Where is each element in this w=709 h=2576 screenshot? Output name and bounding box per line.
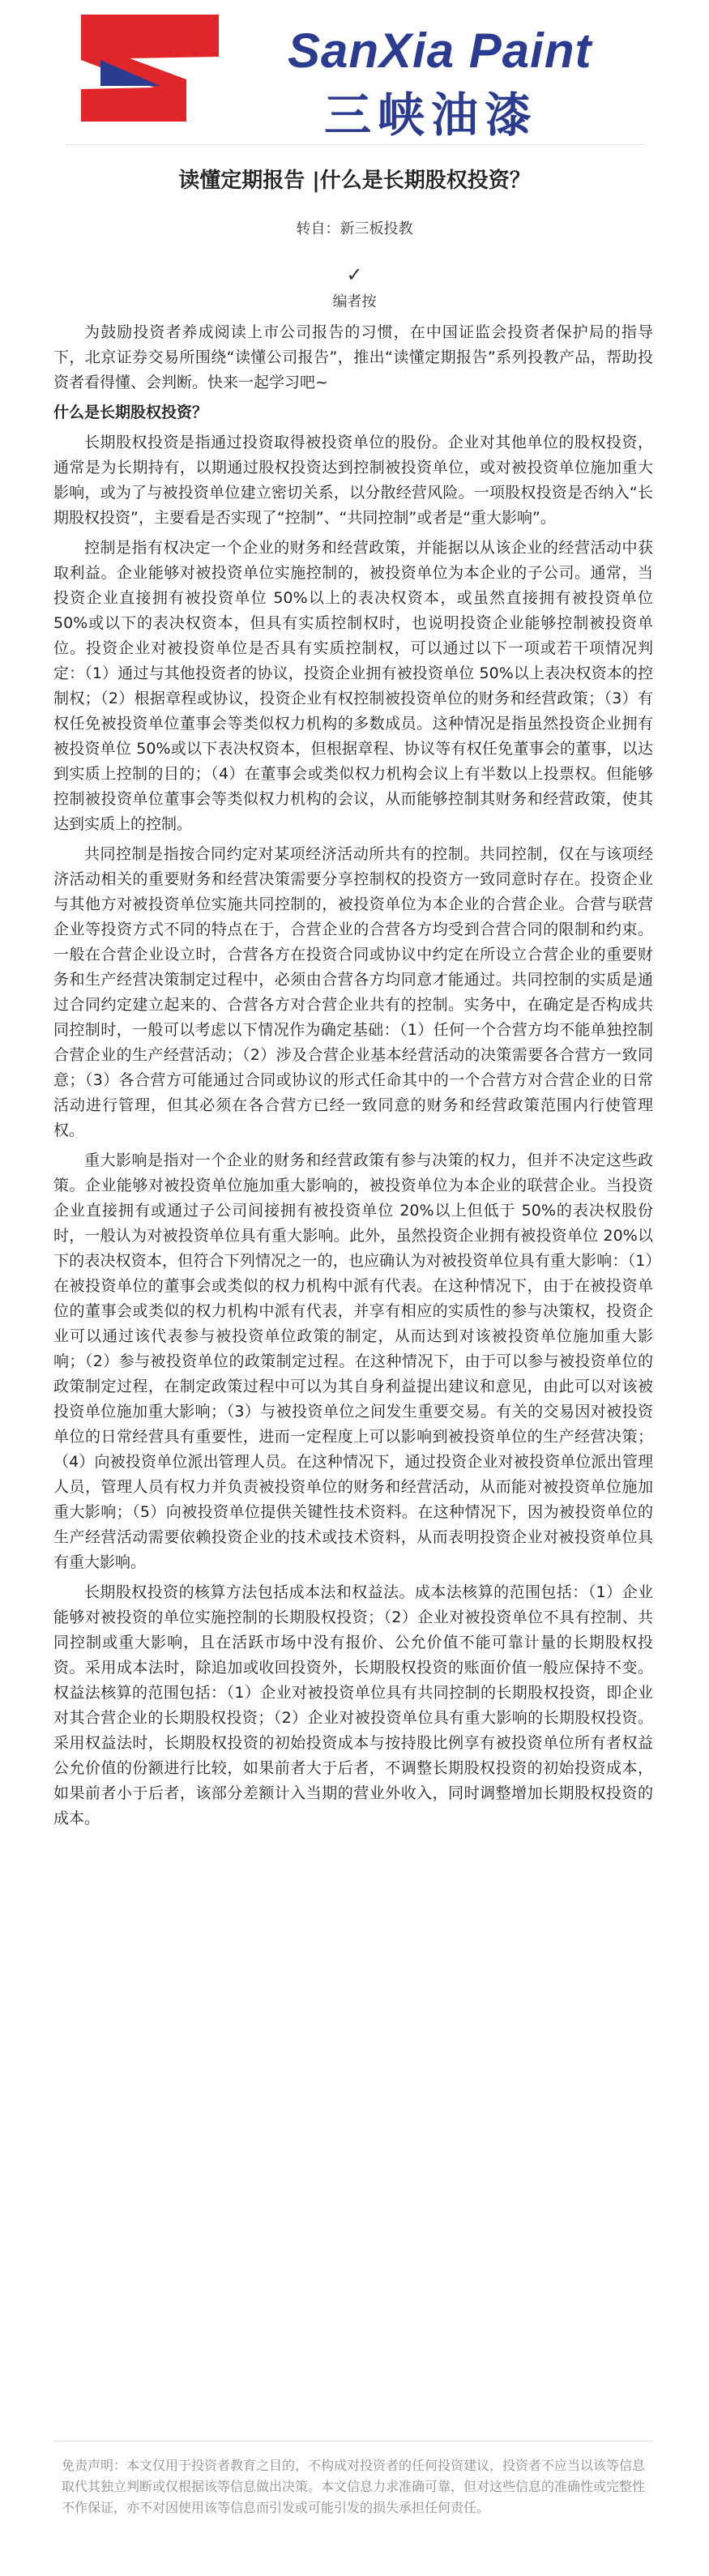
body-paragraph: 共同控制是指按合同约定对某项经济活动所共有的控制。共同控制，仅在与该项经济活动相关的重要财务和经营决策需要分享控制权的投资方一致同意时存在。投资企业与其他方对被投资单位实施共同控制的，被投资单位为本企业的合营企业。合营与联营企业等投资方式不同的特点在于，合营企业的合营各方均受到合营合同的限制和约束。一般在合营企业设立时，合营各方在投资合同或协议中约定在所设立合营企业的重要财务和生产经营决策制定过程中，必须由合营各方均同意才能通过。共同控制的实质是通过合同约定建立起来的、合营各方对合营企业共有的控制。实务中，在确定是否构成共同控制时，一般可以考虑以下情况作为确定基础：（1）任何一个合营方均不能单独控制合营企业的生产经营活动；（2）涉及合营企业基本经营活动的决策需要各合营方一致同意；（3）各合营方可能通过合同或协议的形式任命其中的一个合营方对合营企业的日常活动进行管理，但其必须在各合营方已经一致同意的财务和经营政策范围内行使管理权。 — [53, 845, 653, 1139]
article-source: 转自：新三板投教 — [296, 220, 413, 237]
body-paragraph: 重大影响是指对一个企业的财务和经营政策有参与决策的权力，但并不决定这些政策。企业能够对被投资单位施加重大影响的，被投资单位为本企业的联营企业。当投资企业直接拥有或通过子公司间接拥有被投资单位 20%以上但低于 50%的表决权股份时，一般认为对被投资单位具有重大影响。此外，虽然投资企业拥有被投资单位 20%以下的表决权资本，但符合下列情况之一的，也应确认为对被投资单位具有重大影响：（1）在被投资单位的董事会或类似的权力机构中派有代表。在这种情况下，由于在被投资单位的董事会或类似的权力机构中派有代表，并享有相应的实质性的参与决策权，投资企业可以通过该代表参与被投资单位政策的制定，从而达到对该被投资单位施加重大影响；（2）参与被投资单位的政策制定过程。在这种情况下，由于可以参与被投资单位的政策制定过程，在制定政策过程中可以为其自身利益提出建议和意见，由此可以对该被投资单位施加重大影响；（3）与被投资单位之间发生重要交易。有关的交易因对被投资单位的日常经营具有重要性，进而一定程度上可以影响到被投资单位的生产经营决策；（4）向被投资单位派出管理人员。在这种情况下，通过投资企业对被投资单位派出管理人员，管理人员有权力并负责被投资单位的财务和经营活动，从而能对被投资单位施加重大影响；（5）向被投资单位提供关键性技术资料。在这种情况下，因为被投资单位的生产经营活动需要依赖投资企业的技术或技术资料，从而表明投资企业对被投资单位具有重大影响。 — [53, 1151, 653, 1571]
header-divider — [65, 144, 644, 145]
body-paragraph: 控制是指有权决定一个企业的财务和经营政策，并能据以从该企业的经营活动中获取利益。企业能够对被投资单位实施控制的，被投资单位为本企业的子公司。通常，当投资企业直接拥有被投资单位 50%以上的表决权资本，或虽然直接拥有被投资单位 50%或以下的表决权资本，但具有实质控制权时，也说明投资企业能够控制被投资单位。投资企业对被投资单位是否具有实质控制权，可以通过以下一项或若干项情况判定：（1）通过与其他投资者的协议，投资企业拥有被投资单位 50%以上表决权资本的控制权；（2）根据章程或协议，投资企业有权控制被投资单位的财务和经营政策；（3）有权任免被投资单位董事会等类似权力机构的多数成员。这种情况是指虽然投资企业拥有被投资单位 50%或以下表决权资本，但根据章程、协议等有权任免董事会的董事，以达到实质上控制的目的；（4）在董事会或类似权力机构会议上有半数以上投票权。但能够控制被投资单位董事会等类似权力机构的会议，从而能够控制其财务和经营政策，使其达到实质上的控制。 — [53, 539, 653, 833]
brand-name-cn: 三峡油漆 — [324, 88, 539, 143]
brand-name-en: SanXia Paint — [288, 23, 592, 78]
editor-note-label: 编者按 — [332, 293, 377, 310]
disclaimer: 免责声明：本文仅用于投资者教育之目的，不构成对投资者的任何投资建议，投资者不应当以该等信息取代其独立判断或仅根据该等信息做出决策。本文信息力求准确可靠，但对这些信息的准确性或完整性不作保证，亦不对因使用该等信息而引发或可能引发的损失承担任何责任。 — [62, 2458, 646, 2515]
intro-paragraph: 为鼓励投资者养成阅读上市公司报告的习惯，在中国证监会投资者保护局的指导下，北京证券交易所围绕“读懂公司报告”，推出“读懂定期报告”系列投教产品，帮助投资者看得懂、会判断。快来一起学习吧~ — [53, 323, 653, 391]
body-paragraph: 长期股权投资是指通过投资取得被投资单位的股份。企业对其他单位的股权投资，通常是为长期持有，以期通过股权投资达到控制被投资单位，或对被投资单位施加重大影响，或为了与被投资单位建立密切关系，以分散经营风险。一项股权投资是否纳入“长期股权投资”，主要看是否实现了“控制”、“共同控制”或者是“重大影响”。 — [53, 434, 653, 527]
check-icon: ✓ — [346, 263, 363, 286]
header — [0, 0, 709, 146]
sanxia-logo-icon — [65, 8, 227, 130]
section-heading: 什么是长期股权投资？ — [53, 404, 208, 421]
body-paragraph: 长期股权投资的核算方法包括成本法和权益法。成本法核算的范围包括：（1）企业能够对被投资的单位实施控制的长期股权投资；（2）企业对被投资单位不具有控制、共同控制或重大影响，且在活跃市场中没有报价、公允价值不能可靠计量的长期股权投资。采用成本法时，除追加或收回投资外，长期股权投资的账面价值一般应保持不变。权益法核算的范围包括：（1）企业对被投资单位具有共同控制的长期股权投资，即企业对其合营企业的长期股权投资；（2）企业对被投资单位具有重大影响的长期股权投资。采用权益法时，长期股权投资的初始投资成本与按持股比例享有被投资单位所有者权益公允价值的份额进行比较，如果前者大于后者，不调整长期股权投资的初始投资成本，如果前者小于后者，该部分差额计入当期的营业外收入，同时调整增加长期股权投资的成本。 — [53, 1583, 653, 1827]
article-title: 读懂定期报告 |什么是长期股权投资？ — [178, 169, 531, 193]
article-body — [53, 320, 653, 1831]
